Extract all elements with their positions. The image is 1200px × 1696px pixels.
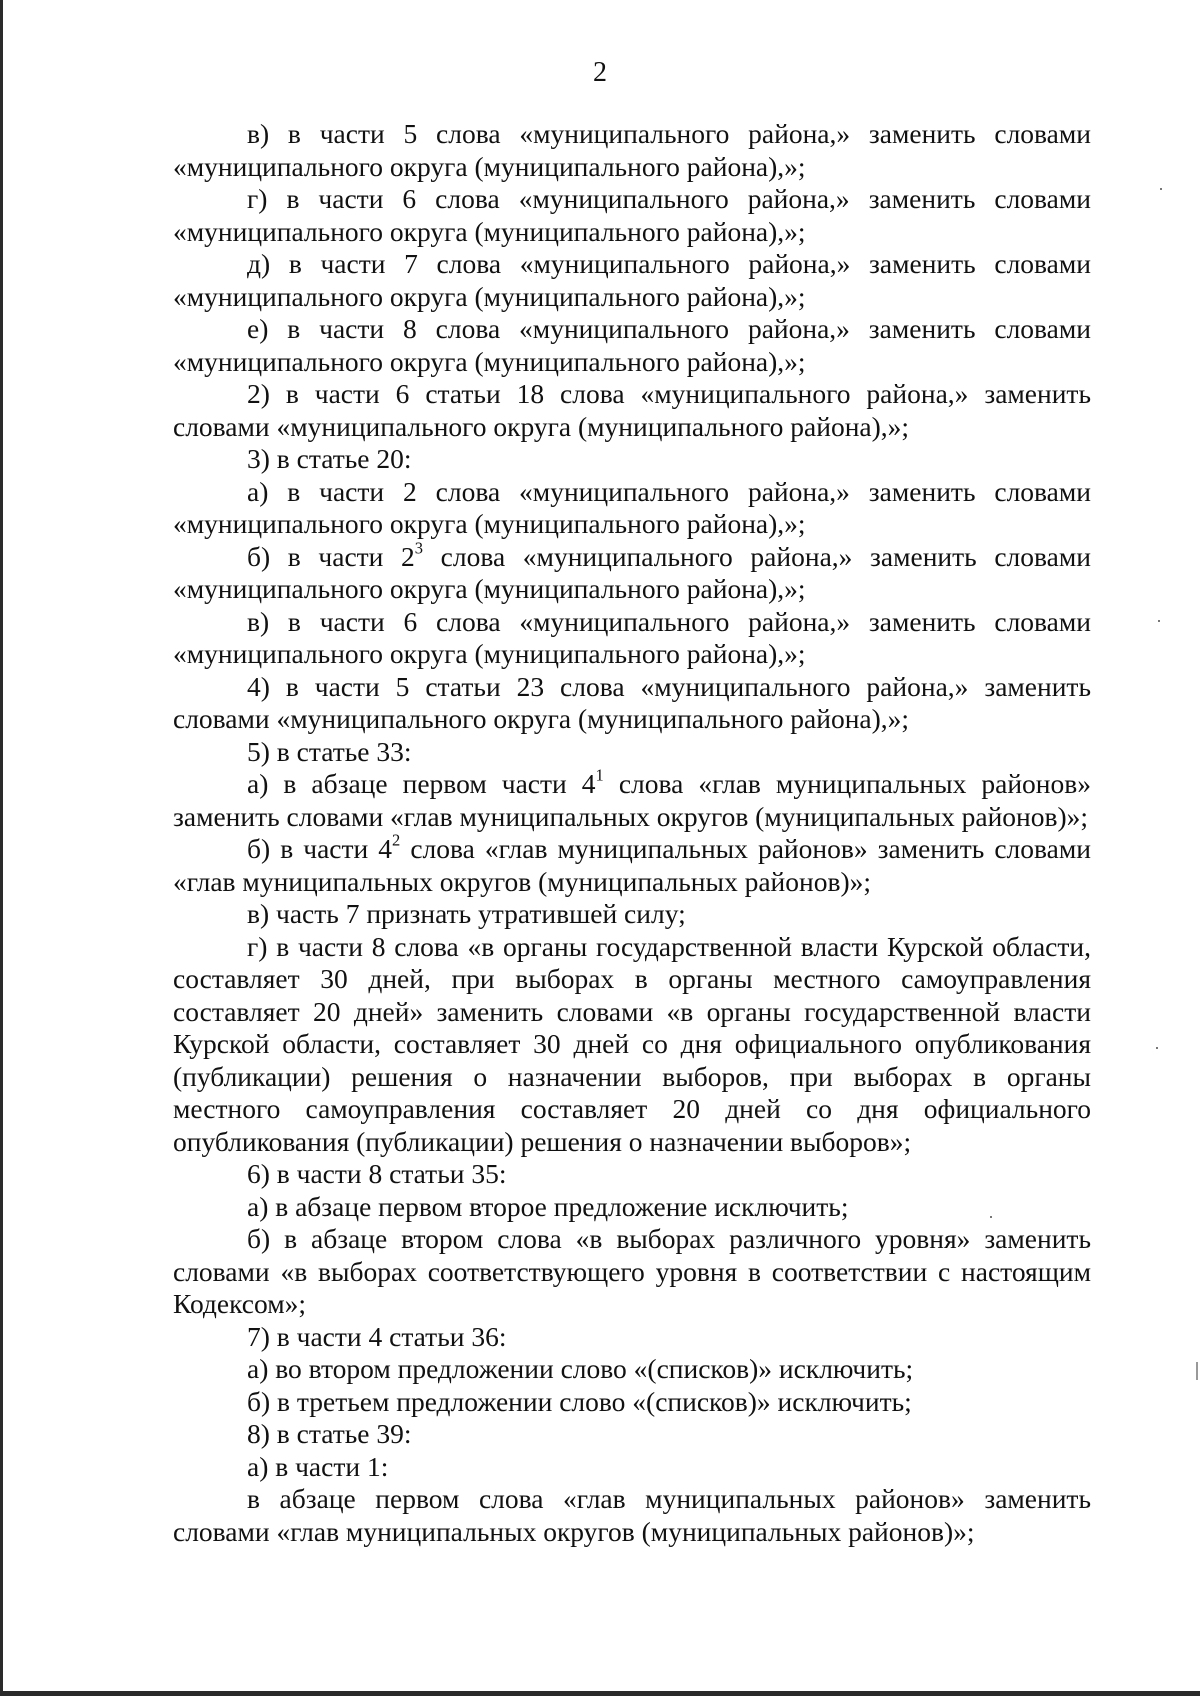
paragraph: а) во втором предложении слово «(списков)» исключить; <box>247 1353 914 1384</box>
scan-edge-bottom <box>0 1691 1200 1696</box>
paragraph: 8) в статье 39: <box>247 1418 412 1449</box>
scan-edge-left <box>0 0 3 1696</box>
page-number: 2 <box>593 57 607 88</box>
paragraph: в) в части 6 слова «муниципального района,» заменить словами «муниципального округа (муниципального района),»; <box>173 605 1091 669</box>
paragraph: а) в абзаце первом второе предложение исключить; <box>247 1190 849 1222</box>
scan-speck <box>1156 1047 1158 1049</box>
paragraph-with-superscript <box>173 538 1091 606</box>
paragraph-text: слова «глав муниципальных районов» заменить словами «глав муниципальных округов (муниципальных районов)»; <box>173 768 1091 832</box>
paragraph: б) в третьем предложении слово «(списков)» исключить; <box>247 1385 912 1417</box>
paragraph: а) в части 2 слова «муниципального района,» заменить словами «муниципального округа (муниципального района),»; <box>173 475 1091 539</box>
paragraph: в абзаце первом слова «глав муниципальных районов» заменить словами «глав муниципальных округов (муниципальных районов)»; <box>173 1483 1091 1547</box>
paragraph: 5) в статье 33: <box>247 735 412 767</box>
paragraph: б) в абзаце втором слова «в выборах различного уровня» заменить словами «в выборах соответствующего уровня в соответствии с настоящим Кодексом»; <box>173 1223 1091 1319</box>
paragraph: 4) в части 5 статьи 23 слова «муниципального района,» заменить словами «муниципального округа (муниципального района),»; <box>173 670 1091 734</box>
scan-speck <box>1158 620 1160 622</box>
paragraph: в) в части 5 слова «муниципального района,» заменить словами «муниципального округа (муниципального района),»; <box>173 118 1091 182</box>
paragraph: 2) в части 6 статьи 18 слова «муниципального района,» заменить словами «муниципального округа (муниципального района),»; <box>173 378 1091 442</box>
superscript: 2 <box>392 830 401 850</box>
paragraph-with-superscript <box>173 765 1091 833</box>
paragraph: г) в части 6 слова «муниципального района,» заменить словами «муниципального округа (муниципального района),»; <box>173 183 1091 247</box>
paragraph-with-superscript <box>173 830 1091 898</box>
paragraph: а) в части 1: <box>247 1450 389 1482</box>
paragraph: 6) в части 8 статьи 35: <box>247 1158 507 1189</box>
paragraph-text: слова «глав муниципальных районов» заменить словами «глав муниципальных округов (муниципальных районов)»; <box>173 833 1091 897</box>
scan-speck <box>1196 1362 1198 1380</box>
paragraph-text: слова «муниципального района,» заменить словами «муниципального округа (муниципального района),»; <box>173 540 1091 604</box>
paragraph: д) в части 7 слова «муниципального района,» заменить словами «муниципального округа (муниципального района),»; <box>173 248 1091 312</box>
paragraph: в) часть 7 признать утратившей силу; <box>247 898 686 929</box>
paragraph-text: б) в части 2 <box>247 540 415 572</box>
paragraph: 3) в статье 20: <box>247 443 412 474</box>
paragraph: г) в части 8 слова «в органы государственной власти Курской области, составляет 30 дней, при выборах в органы местного самоуправления составляет 20 дней» заменить словами «в органы государственной власти Курской области, составляет 30 дней со дня официального опубликования (публикации) решения о назначении выборов, при выборах в органы местного самоуправления составляет 20 дней со дня официального опубликования (публикации) решения о назначении выборов»; <box>173 930 1091 1157</box>
paragraph: е) в части 8 слова «муниципального района,» заменить словами «муниципального округа (муниципального района),»; <box>173 313 1091 377</box>
scan-speck <box>1160 188 1162 190</box>
paragraph: 7) в части 4 статьи 36: <box>247 1320 507 1352</box>
superscript: 3 <box>414 538 424 558</box>
document-body <box>173 118 1091 1548</box>
paragraph-text: б) в части 4 <box>247 833 393 864</box>
paragraph-text: а) в абзаце первом части 4 <box>247 768 596 799</box>
superscript: 1 <box>595 765 604 785</box>
